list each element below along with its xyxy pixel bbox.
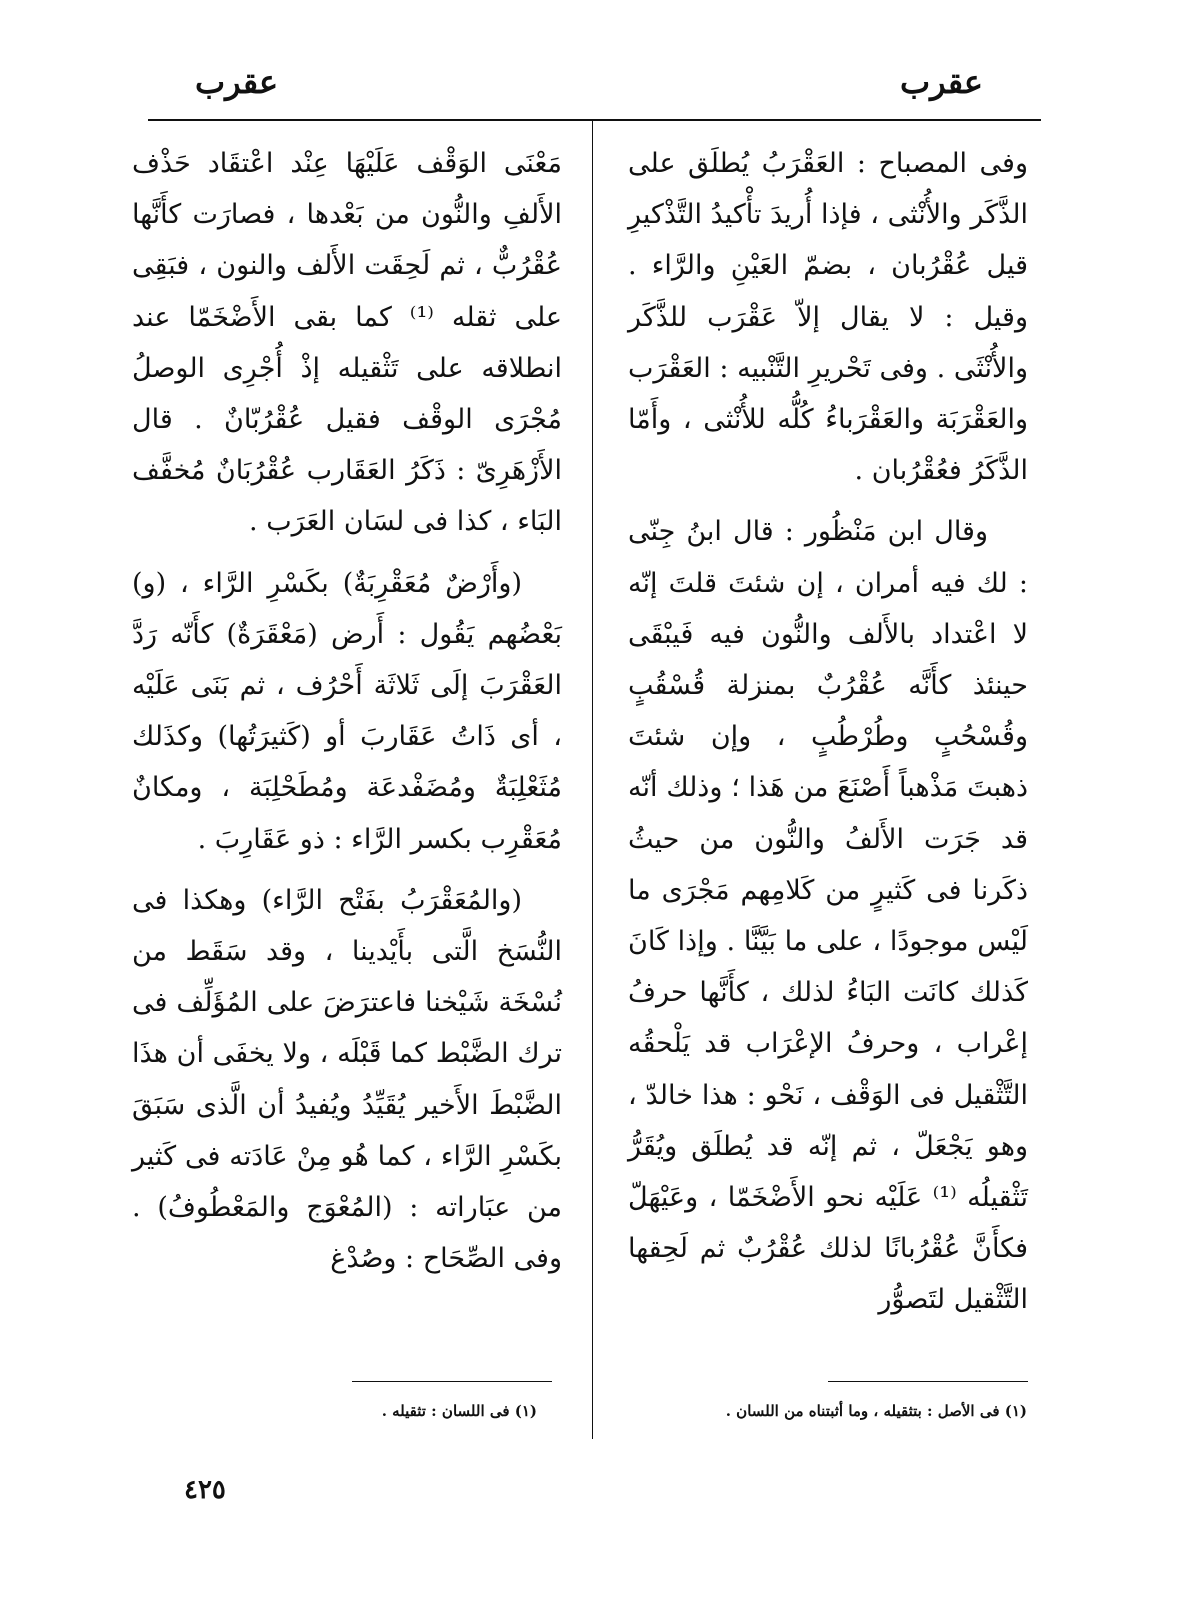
running-header-right: عقرب [899,63,983,101]
footnote-rule-left [352,1381,552,1382]
right-paragraph-1: وفى المصباح : العَقْرَبُ يُطلَق على الذَّكَر والأُنْثى ، فإذا أُريدَ تأْكيدُ التَّذْكيرِ قيل عُقْرُبان ، بضمّ العَيْنِ والرَّاء . وقيل : لا يقال إلاّ عَقْرَب للذَّكَر والأُنْثَى . وفى تَحْريرِ التَّنْبيه : العَقْرَب والعَقْرَبَة والعَقْرَباءُ كُلُّه للأُنْثى ، وأَمّا الذَّكَرُ فعُقْرُبان . [628,148,1028,487]
running-header-left: عقرب [195,63,279,101]
left-paragraph-2: (وأَرْضٌ مُعَقْرِبَةٌ) بكَسْرِ الرَّاء ، (و) بَعْضُهم يَقُول : أَرض (مَعْقَرَةٌ) كأَنّه رَدَّ العَقْرَبَ إلَى ثَلاثَة أَحْرُف ، ثم بَنَى عَلَيْه ، أى ذَاتُ عَقَاربَ أو (كَثيرَتُها) وكذَلك مُثَعْلِبَةٌ ومُضَفْدعَة ومُطَحْلِبَة ، ومكانٌ مُعَقْرِب بكسر الرَّاء : ذو عَقَارِبَ . [132,567,562,855]
page-number: ٤٢٥ [184,1475,226,1505]
footnote-left: (١) فى اللسان : تثقيله . [381,1402,537,1420]
footnote-rule-right [828,1381,1028,1382]
left-column [132,138,562,1284]
left-paragraph-3: (والمُعَقْرَبُ بفَتْح الرَّاء) وهكذا فى النُّسَخ الَّتى بأَيْدينا ، وقد سَقَط من نُسْخَة شَيْخنا فاعترَضَ على المُؤَلِّف فى ترك الضَّبْط كما قَبْلَه ، ولا يخفَى أن هذَا الضَّبْطَ الأَخير يُقَيِّدُ ويُفيدُ أن الَّذى سَبَقَ بكَسْرِ الرَّاء ، كما هُو مِنْ عَادَته فى كَثير من عبَاراته : (المُعْوَج والمَعْطُوفُ) . وفى الصِّحَاح : وصُدْغ [132,884,562,1275]
right-paragraph-2: وقال ابن مَنْظُور : قال ابنُ جِنّى : لك فيه أمران ، إن شئتَ قلتَ إنّه لا اعْتداد بالأَلف والنُّون فيه فَيبْقَى حينئذ كأَنَّه عُقْرُبٌ بمنزلة قُسْقُبٍ وقُسْحُبٍ وطُرْطُبٍ ، وإن شئتَ ذهبتَ مَذْهباً أَصْنَعَ من هَذا ؛ وذلك أنّه قد جَرَت الأَلفُ والنُّون من حيثُ ذكَرنا فى كَثيرٍ من كَلامِهم مَجْرَى ما لَيْس موجودًا ، على ما بَيَّنَّا . وإذا كَانَ كَذلك كانَت البَاءُ لذلك ، كأَنَّها حرفُ إعْراب ، وحرفُ الإعْرَاب قد يَلْحقُه التَّثْقيل فى الوَقْف ، نَحْو : هذا خالدّ ، وهو يَجْعَلّ ، ثم إنّه قد يُطلَق ويُقَرُّ تَثْقيلُه ⁽¹⁾ عَلَيْه نحو الأَضْخَمّا ، وعَيْهَلّ فكأَنَّ عُقْرُبانًا لذلك عُقْرُبٌ ثم لَحِقها التَّثْقيل لتَصوُّر [628,516,1028,1316]
footnote-right: (١) فى الأصل : بتثقيله ، وما أثبتناه من اللسان . [725,1402,1027,1420]
column-divider [592,119,593,1439]
right-column [628,138,1028,1326]
header-rule [148,119,1041,121]
left-paragraph-1: مَعْنَى الوَقْف عَلَيْهَا عِنْد اعْتقَاد حَذْف الأَلفِ والنُّون من بَعْدها ، فصارَت كأَنَّها عُقْرُبٌّ ، ثم لَحِقَت الأَلف والنون ، فبَقِى على ثقله ⁽¹⁾ كما بقى الأَضْخَمّا عند انطلاقه على تَثْقيله إذْ أُجْرِى الوصلُ مُجْرَى الوقْف فقيل عُقْرُبّانٌ . قال الأَزْهَرِىّ : ذَكَرُ العَقَارب عُقْرُبَانٌ مُخفَّف البَاء ، كذا فى لسَان العَرَب . [132,148,562,538]
